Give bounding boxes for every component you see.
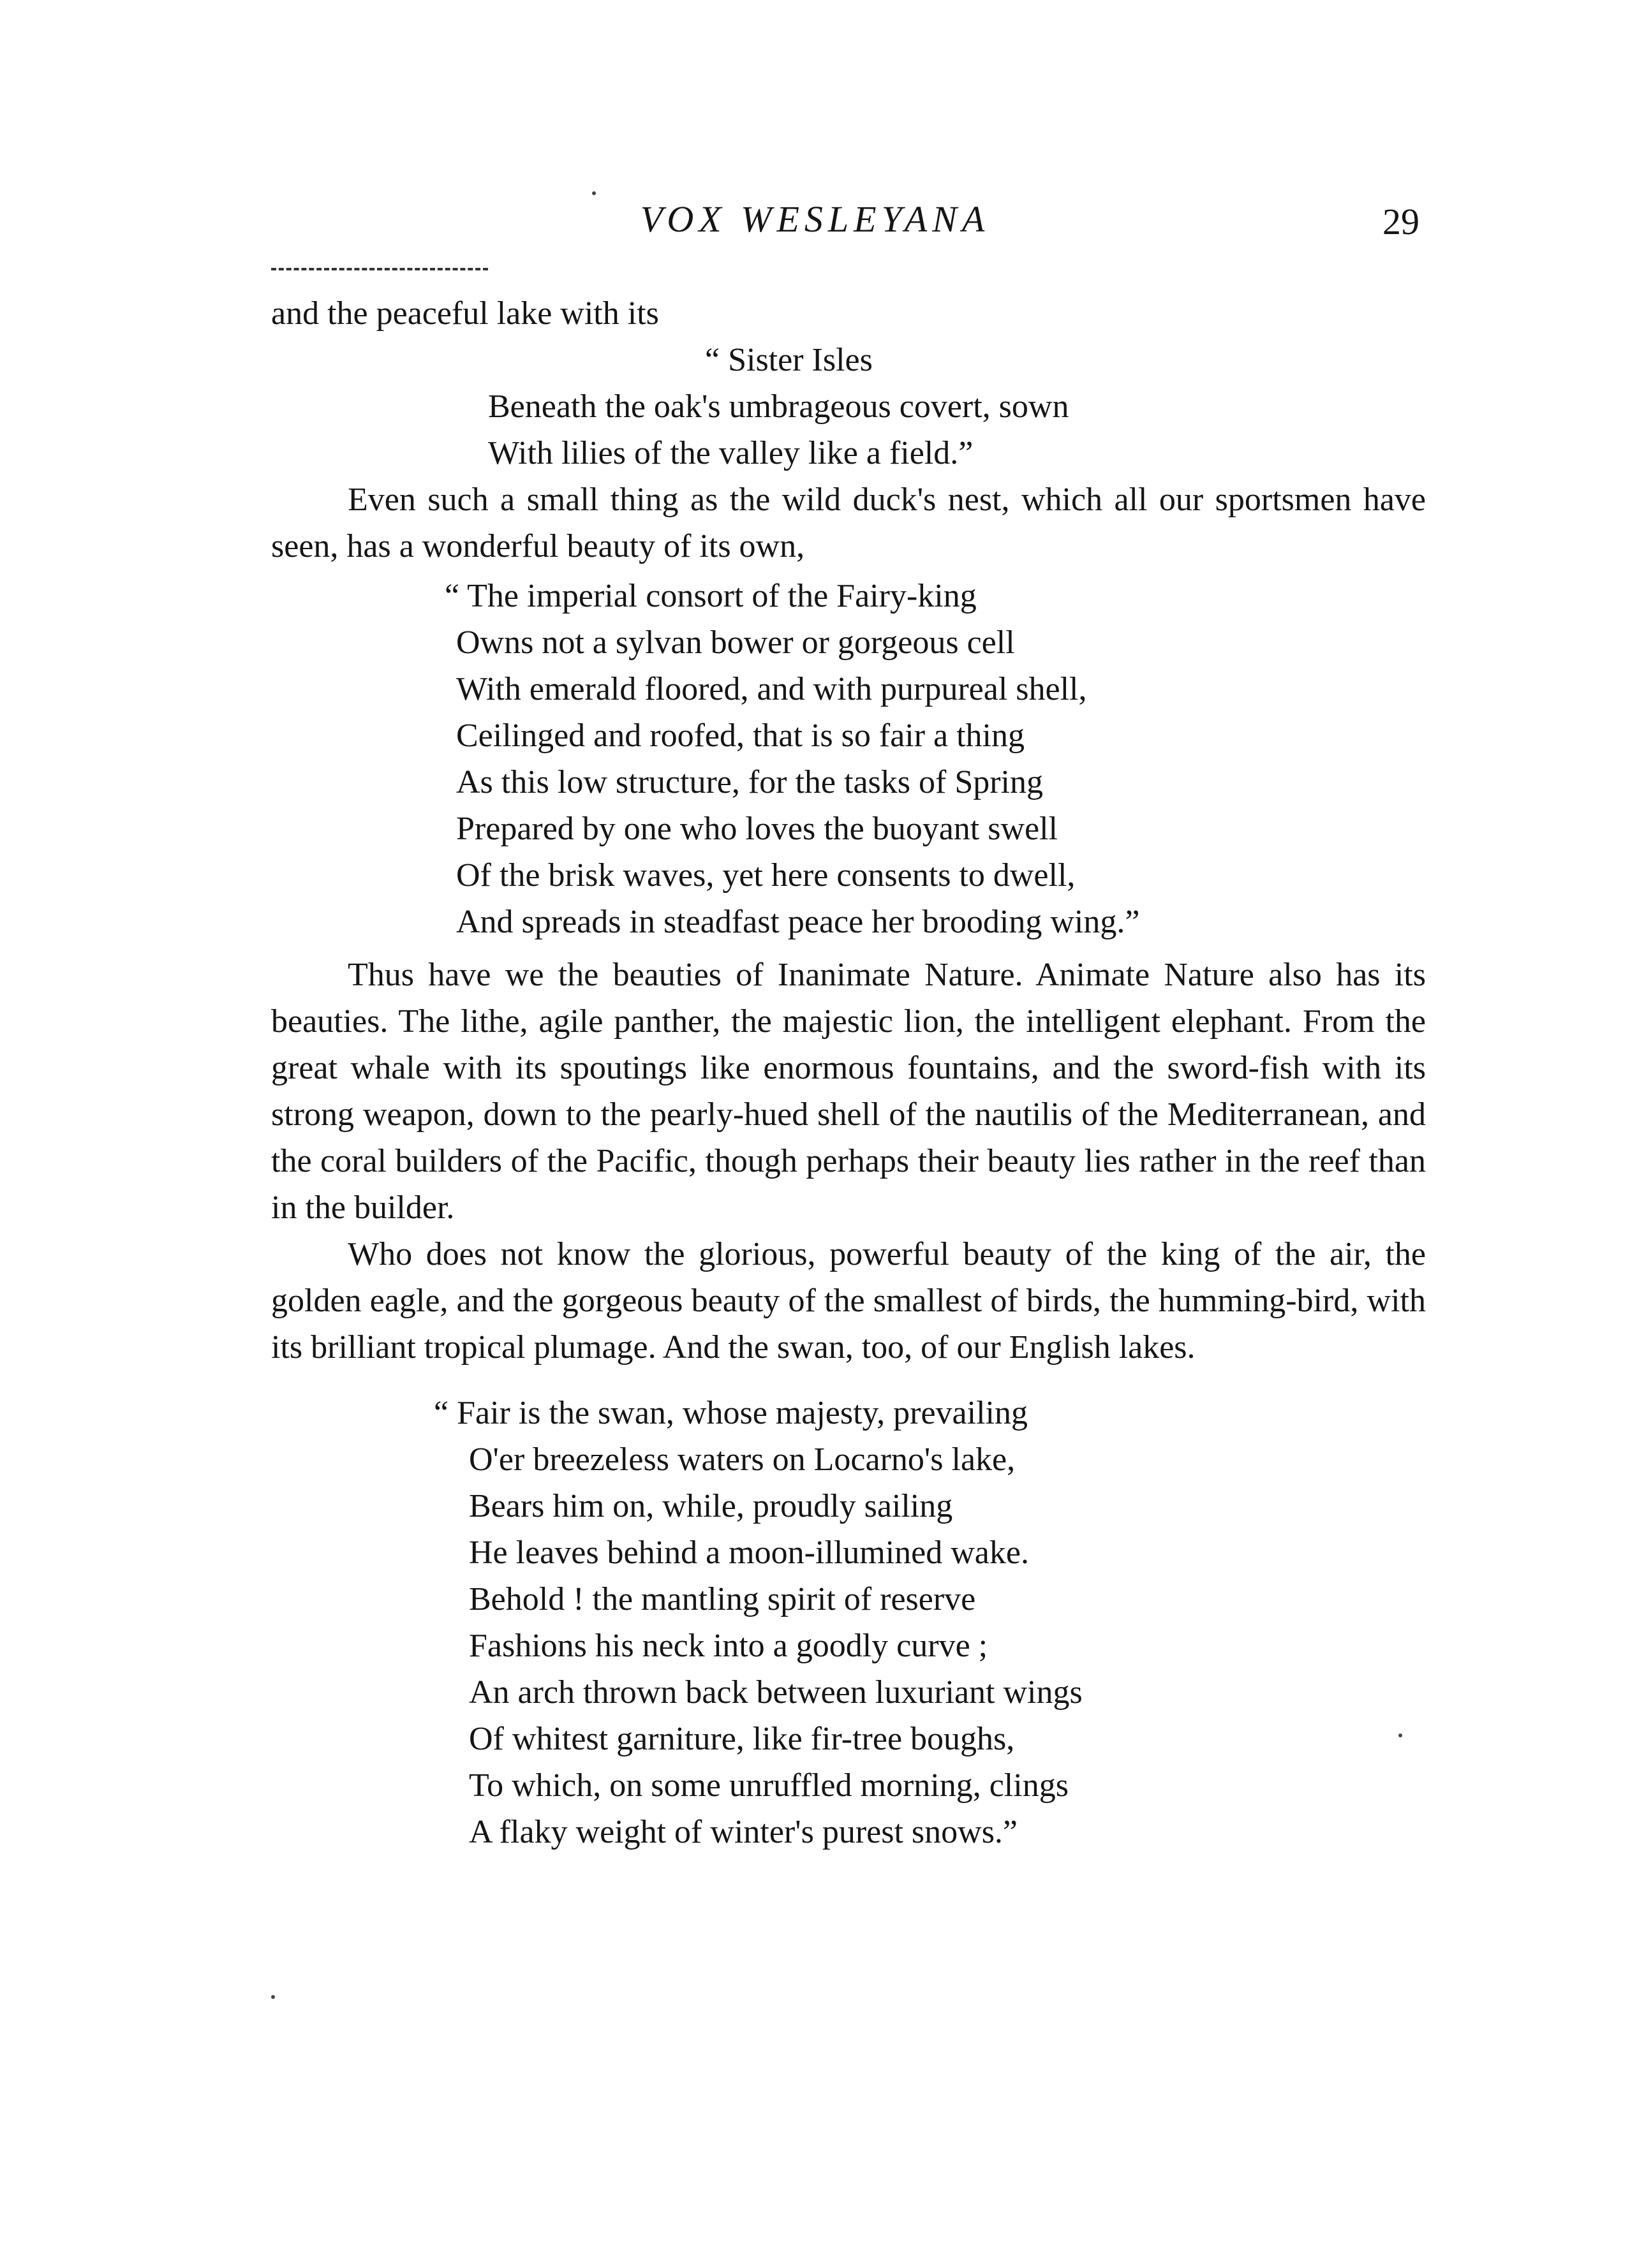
poem-line: Of the brisk waves, yet here consents to dwell,	[456, 857, 1076, 894]
print-speck	[592, 191, 596, 195]
page-body	[271, 290, 1426, 1855]
print-speck	[271, 1995, 275, 1999]
poem-line: Fashions his neck into a goodly curve ;	[469, 1628, 988, 1664]
poem-line: “ The imperial consort of the Fairy-king	[445, 578, 977, 614]
paragraph-nature: Thus have we the beauties of Inanimate Nature. Animate Nature also has its beauties. The lithe, agile panther, the majestic lion, the intelligent elephant. From the great whale with its spoutings like enormous fountains, and the sword-fish with its strong weapon, down to the pearly-hued shell of the nautilis of the Mediterranean, and the coral builders of the Pacific, though perhaps their beauty lies rather in the reef than in the builder.	[271, 957, 1426, 1226]
paragraph-eagle: Who does not know the glorious, powerful beauty of the king of the air, the golden eagle, and the gorgeous beauty of the smallest of birds, the humming-bird, with its brilliant tropical plumage. And the swan, too, of our English lakes.	[271, 1236, 1426, 1366]
running-title: VOX WESLEYANA	[640, 198, 990, 240]
poem-line: Of whitest garniture, like fir-tree boughs,	[469, 1721, 1015, 1757]
poem-line: With lilies of the valley like a field.”	[488, 435, 974, 471]
page-header	[0, 179, 1630, 274]
poem-line: Behold ! the mantling spirit of reserve	[469, 1581, 976, 1617]
paragraph-duck-nest: Even such a small thing as the wild duck's nest, which all our sportsmen have seen, has a wonderful beauty of its own,	[271, 482, 1426, 564]
poem-line: An arch thrown back between luxuriant wings	[469, 1674, 1083, 1711]
poem-line: Ceilinged and roofed, that is so fair a thing	[456, 718, 1025, 754]
poem-line: Prepared by one who loves the buoyant swell	[456, 811, 1058, 847]
poem-line: As this low structure, for the tasks of Spring	[456, 764, 1044, 800]
poem-line: Owns not a sylvan bower or gorgeous cell	[456, 624, 1015, 661]
poem-sister-isles	[271, 337, 1426, 476]
page-number: 29	[1382, 201, 1419, 242]
poem-line: Beneath the oak's umbrageous covert, sown	[488, 388, 1069, 425]
poem-swan	[271, 1390, 1426, 1855]
poem-line: A flaky weight of winter's purest snows.”	[469, 1814, 1018, 1850]
poem-fairy-king	[271, 573, 1426, 945]
poem-line: To which, on some unruffled morning, clings	[469, 1767, 1069, 1804]
poem-line: With emerald floored, and with purpureal shell,	[456, 671, 1087, 707]
poem-line: O'er breezeless waters on Locarno's lake,	[469, 1441, 1016, 1478]
poem-line: And spreads in steadfast peace her brooding wing.”	[456, 904, 1140, 940]
header-rule	[271, 268, 488, 270]
poem-line: He leaves behind a moon-illumined wake.	[469, 1535, 1029, 1571]
poem-line: “ Fair is the swan, whose majesty, prevailing	[434, 1395, 1028, 1431]
poem-line: “ Sister Isles	[705, 342, 873, 378]
paragraph-lake: and the peaceful lake with its	[271, 295, 659, 332]
poem-line: Bears him on, while, proudly sailing	[469, 1488, 953, 1524]
